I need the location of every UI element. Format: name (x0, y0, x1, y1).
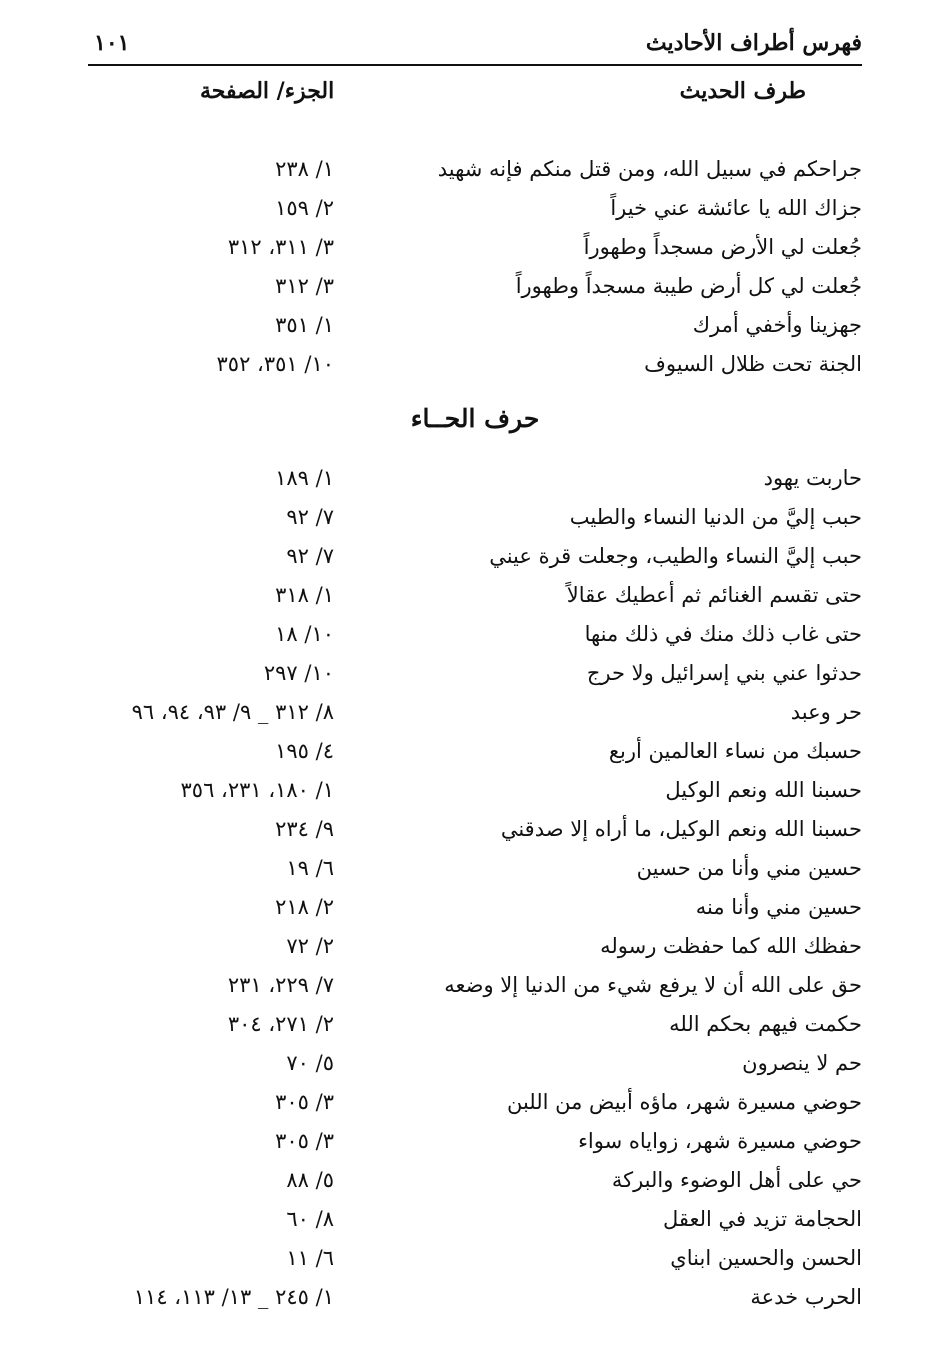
volume-page-ref: ١/ ٢٤٥ _ ١٣/ ١١٣، ١١٤ (133, 1285, 334, 1309)
index-entry (88, 622, 862, 660)
hadith-text: حسبنا الله ونعم الوكيل (665, 778, 862, 802)
hadith-text: حكمت فيهم بحكم الله (669, 1012, 862, 1036)
hadith-text: حبب إليَّ من الدنيا النساء والطيب (569, 505, 862, 529)
index-entry (88, 895, 862, 933)
index-entry (88, 1207, 862, 1245)
volume-page-ref: ٢/ ١٥٩ (275, 196, 334, 220)
hadith-text: حسين مني وأنا من حسين (636, 856, 862, 880)
index-entry (88, 274, 862, 312)
volume-page-ref: ٩/ ٢٣٤ (275, 817, 334, 841)
volume-page-ref: ٧/ ٩٢ (286, 505, 334, 529)
hadith-text: حوضي مسيرة شهر، ماؤه أبيض من اللبن (506, 1090, 862, 1114)
volume-page-ref: ١/ ١٨٩ (275, 466, 334, 490)
column-header-hadith: طرف الحديث (679, 78, 806, 104)
index-entry (88, 505, 862, 543)
index-entry (88, 934, 862, 972)
volume-page-ref: ٢/ ٢١٨ (275, 895, 334, 919)
index-entry (88, 1129, 862, 1167)
index-entry (88, 739, 862, 777)
index-entry (88, 778, 862, 816)
volume-page-ref: ١/ ٣١٨ (275, 583, 334, 607)
volume-page-ref: ٢/ ٧٢ (286, 934, 334, 958)
hadith-text: حي على أهل الوضوء والبركة (611, 1168, 862, 1192)
volume-page-ref: ١/ ٣٥١ (275, 313, 334, 337)
section-heading-ha: حرف الحــاء (410, 404, 540, 433)
hadith-text: الحرب خدعة (750, 1285, 862, 1309)
volume-page-ref: ١/ ١٨٠، ٢٣١، ٣٥٦ (180, 778, 334, 802)
index-entry (88, 1168, 862, 1206)
hadith-text: حبب إليَّ النساء والطيب، وجعلت قرة عيني (489, 544, 862, 568)
index-entry (88, 1246, 862, 1284)
index-entry (88, 661, 862, 699)
volume-page-ref: ٣/ ٣٠٥ (275, 1090, 334, 1114)
hadith-text: جزاك الله يا عائشة عني خيراً (610, 196, 862, 220)
volume-page-ref: ٣/ ٣١١، ٣١٢ (227, 235, 334, 259)
index-entry (88, 856, 862, 894)
index-entry (88, 1051, 862, 1089)
index-entry (88, 583, 862, 621)
index-entry (88, 235, 862, 273)
hadith-text: حاربت يهود (763, 466, 862, 490)
index-entry (88, 352, 862, 390)
hadith-text: حق على الله أن لا يرفع شيء من الدنيا إلا وضعه (444, 973, 862, 997)
index-entry (88, 700, 862, 738)
hadith-text: حر وعبد (790, 700, 862, 724)
hadith-text: جُعلت لي الأرض مسجداً وطهوراً (583, 235, 862, 259)
hadith-text: حتى غاب ذلك منك في ذلك منها (584, 622, 862, 646)
index-entry (88, 1012, 862, 1050)
index-entry (88, 313, 862, 351)
volume-page-ref: ٦/ ١٩ (286, 856, 334, 880)
volume-page-ref: ١٠/ ٣٥١، ٣٥٢ (216, 352, 334, 376)
volume-page-ref: ٨/ ٦٠ (286, 1207, 334, 1231)
running-header (88, 28, 862, 66)
hadith-text: حسين مني وأنا منه (695, 895, 862, 919)
volume-page-ref: ٨/ ٣١٢ _ ٩/ ٩٣، ٩٤، ٩٦ (131, 700, 334, 724)
hadith-text: الحجامة تزيد في العقل (662, 1207, 862, 1231)
volume-page-ref: ٣/ ٣٠٥ (275, 1129, 334, 1153)
hadith-text: الحسن والحسين ابناي (670, 1246, 862, 1270)
volume-page-ref: ٦/ ١١ (286, 1246, 334, 1270)
volume-page-ref: ٢/ ٢٧١، ٣٠٤ (227, 1012, 334, 1036)
volume-page-ref: ٧/ ٩٢ (286, 544, 334, 568)
hadith-text: حدثوا عني بني إسرائيل ولا حرج (586, 661, 862, 685)
index-entry (88, 817, 862, 855)
volume-page-ref: ١٠/ ٢٩٧ (263, 661, 334, 685)
volume-page-ref: ٣/ ٣١٢ (275, 274, 334, 298)
index-entry (88, 1285, 862, 1323)
index-entry (88, 196, 862, 234)
running-title: فهرس أطراف الأحاديث (645, 30, 862, 56)
volume-page-ref: ٥/ ٨٨ (286, 1168, 334, 1192)
page-number: ١٠١ (94, 30, 130, 56)
hadith-text: حسبك من نساء العالمين أربع (608, 739, 862, 763)
index-entry (88, 1090, 862, 1128)
volume-page-ref: ١٠/ ١٨ (275, 622, 334, 646)
volume-page-ref: ١/ ٢٣٨ (275, 157, 334, 181)
index-entry (88, 157, 862, 195)
hadith-text: الجنة تحت ظلال السيوف (644, 352, 862, 376)
hadith-text: حفظك الله كما حفظت رسوله (600, 934, 862, 958)
column-headers (88, 78, 862, 114)
volume-page-ref: ٤/ ١٩٥ (275, 739, 334, 763)
hadith-text: حوضي مسيرة شهر، زواياه سواء (578, 1129, 862, 1153)
hadith-text: حتى تقسم الغنائم ثم أعطيك عقالاً (566, 583, 862, 607)
index-entry (88, 973, 862, 1011)
hadith-text: جُعلت لي كل أرض طيبة مسجداً وطهوراً (515, 274, 862, 298)
volume-page-ref: ٧/ ٢٢٩، ٢٣١ (227, 973, 334, 997)
index-entry (88, 466, 862, 504)
hadith-text: جهزينا وأخفي أمرك (692, 313, 862, 337)
index-entry (88, 544, 862, 582)
hadith-text: حم لا ينصرون (742, 1051, 862, 1075)
hadith-text: حسبنا الله ونعم الوكيل، ما أراه إلا صدقني (500, 817, 862, 841)
volume-page-ref: ٥/ ٧٠ (286, 1051, 334, 1075)
hadith-text: جراحكم في سبيل الله، ومن قتل منكم فإنه شهيد (437, 157, 862, 181)
column-header-reference: الجزء/ الصفحة (200, 78, 335, 104)
